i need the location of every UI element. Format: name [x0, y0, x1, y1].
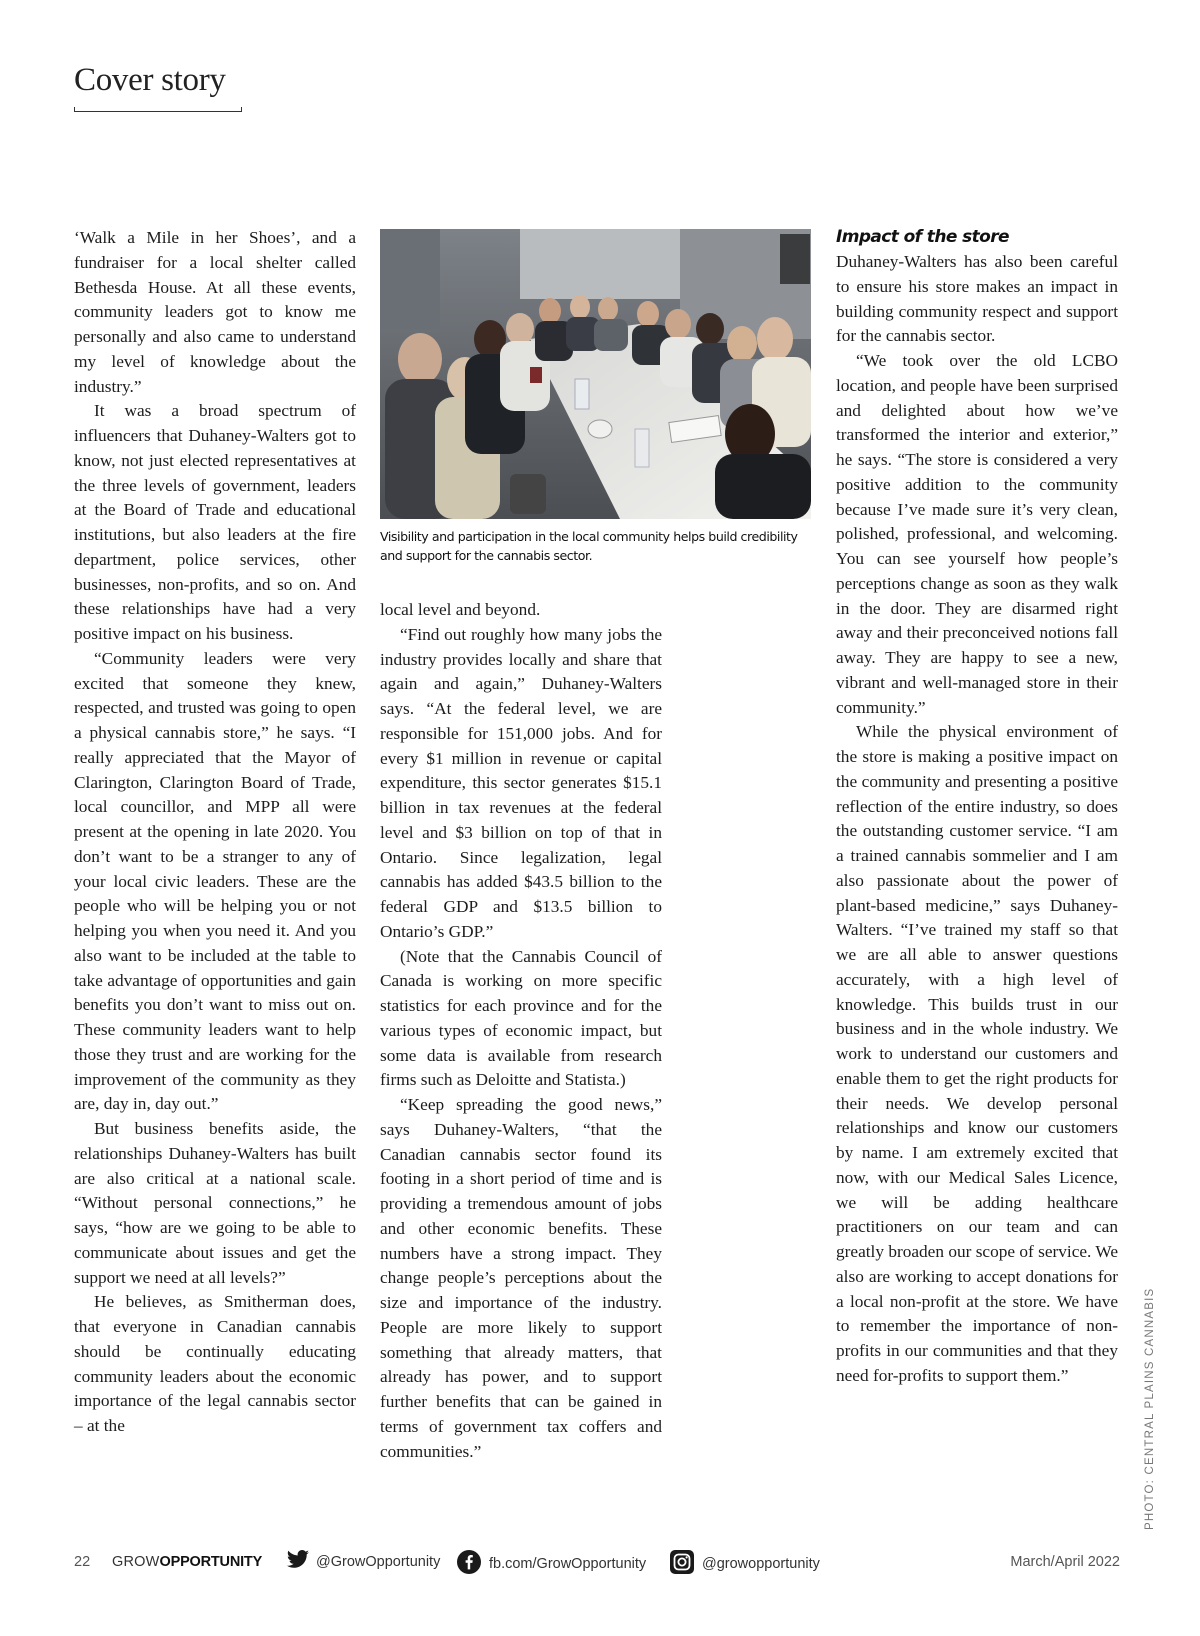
instagram-handle-text: @growopportunity — [702, 1555, 820, 1572]
article-column-2 — [380, 598, 662, 1464]
paragraph: But business benefits aside, the relationships Duhaney-Walters has built are also critical at a national scale. “Without personal connections,” he says, “how are we going to be able to communicate about issues and get the support we need at all levels?” — [74, 1119, 356, 1287]
brand-light: GROW — [112, 1554, 160, 1570]
section-label: Cover story — [74, 62, 226, 98]
paragraph: Duhaney-Walters has also been careful to ensure his store makes an impact in building community respect and support for the cannabis sector. — [836, 252, 1118, 346]
meeting-photo-illustration — [380, 229, 811, 519]
brand-wordmark — [112, 1554, 262, 1570]
brand-bold: OPPORTUNITY — [159, 1554, 263, 1570]
facebook-icon — [457, 1550, 481, 1574]
photo-credit: PHOTO: CENTRAL PLAINS CANNABIS — [1144, 1287, 1156, 1530]
paragraph: “Keep spreading the good news,” says Duhaney-Walters, “that the Canadian cannabis sector found its footing in a short period of time and is providing a tremendous amount of jobs and other economic benefits. These numbers have a strong impact. They change people’s perceptions about the size and importance of the industry. People are more likely to support something that already matters, that already has power, and to support further benefits that can be gained in terms of government tax coffers and communities.” — [380, 1095, 662, 1461]
article-column-1 — [74, 226, 356, 1439]
issue-date: March/April 2022 — [1010, 1554, 1120, 1570]
photo-caption: Visibility and participation in the local community helps build credibility and support for the cannabis sector. — [380, 529, 798, 563]
paragraph: “Community leaders were very excited that someone they knew, respected, and trusted was going to open a physical cannabis store,” he says. “I really appreciated that the Mayor of Clarington, Clarington Board of Trade, local councillor, and MPP all were present at the opening in late 2020. You don’t want to be a stranger to any of your local civic leaders. These are the people who will be helping you or not helping you when you need it. And you also want to be included at the table to take advantage of opportunities and gain benefits you don’t want to miss out on. These community leaders want to help those they trust and are working for the improvement of the community as they are, day in, day out.” — [74, 648, 356, 1114]
paragraph: He believes, as Smitherman does, that everyone in Canadian cannabis should be continually educating community leaders about the economic importance of the legal cannabis sector – at the — [74, 1292, 356, 1435]
subheading: Impact of the store — [836, 227, 1009, 247]
meeting-photo — [380, 229, 811, 519]
instagram-handle[interactable] — [670, 1550, 820, 1574]
paragraph: “We took over the old LCBO location, and people have been surprised and delighted about how we’ve transformed the interior and exterior,” he says. “The store is considered a very positive addition to the community because I’ve made sure it’s very clean, polished, professional, and welcoming. You can see yourself how people’s perceptions change as soon as they walk in the door. They are disarmed right away and their preconceived notions fall away. They are happy to see a new, vibrant and well-managed store in their community.” — [836, 351, 1118, 717]
paragraph: ‘Walk a Mile in her Shoes’, and a fundraiser for a local shelter called Bethesda House. At all these events, community leaders got to know me personally and also came to understand my level of knowledge about the industry.” — [74, 228, 356, 396]
paragraph: “Find out roughly how many jobs the industry provides locally and share that again and again,” Duhaney-Walters says. “At the federal level, we are responsible for 151,000 jobs. And for every $1 million in revenue or capital expenditure, this sector generates $15.1 billion in tax revenues at the federal level and $3 billion on top of that in Ontario. Since legalization, legal cannabis has added $43.5 billion to the federal GDP and $13.5 billion to Ontario’s GDP.” — [380, 624, 662, 941]
facebook-link-text: fb.com/GrowOpportunity — [489, 1555, 647, 1572]
twitter-handle-text: @GrowOpportunity — [316, 1553, 441, 1570]
page-footer — [74, 1550, 1120, 1580]
page-number: 22 — [74, 1554, 91, 1570]
paragraph: While the physical environment of the store is making a positive impact on the community and presenting a positive reflection of the entire industry, so does the outstanding customer service. “I am a trained cannabis sommelier and I am also passionate about the power of plant-based medicine,” says Duhaney-Walters. “I’ve trained my staff so that we are all able to answer questions accurately, with a high level of knowledge. This builds trust in our business and in the whole industry. We work to understand our customers and enable them to get the right products for their needs. We develop personal relationships and know our customers by name. I am extremely excited that now, with our Medical Sales Licence, we will be adding healthcare practitioners on our team and can greatly broaden our scope of service. We also are working to accept donations for a local non-profit at the store. We have to remember the importance of non-profits in our communities and that they need for-profits to support them.” — [836, 722, 1118, 1385]
paragraph: local level and beyond. — [380, 600, 541, 619]
paragraph: (Note that the Cannabis Council of Canada is working on more specific statistics for each province and for the various types of economic impact, but some data is available from research firms such as Deloitte and Statista.) — [380, 946, 662, 1090]
article-column-3 — [836, 225, 1118, 1389]
twitter-icon — [286, 1550, 310, 1570]
section-rule — [74, 111, 242, 112]
facebook-link[interactable] — [457, 1550, 646, 1574]
twitter-handle[interactable] — [286, 1550, 440, 1570]
instagram-icon — [670, 1550, 694, 1574]
paragraph: It was a broad spectrum of influencers that Duhaney-Walters got to know, not just elected representatives at the three levels of government, leaders at the Board of Trade and educational institutions, but also leaders at the fire department, police services, other businesses, non-profits, and so on. And these relationships have had a very positive impact on his business. — [74, 401, 356, 643]
